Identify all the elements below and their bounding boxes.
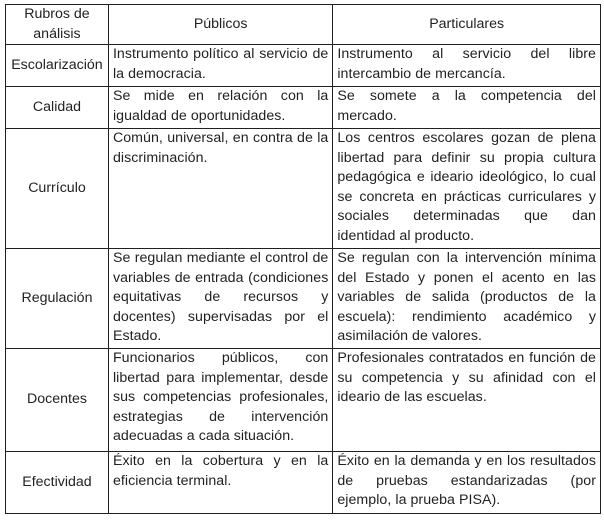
cell-private: Se somete a la competencia del mercado.: [333, 87, 601, 129]
table-row: [6, 45, 601, 87]
cell-private: Instrumento al servicio del libre intercambio de mercancía.: [333, 45, 601, 87]
header-private: Particulares: [333, 5, 601, 45]
cell-public: Se mide en relación con la igualdad de oportunidades.: [108, 87, 332, 129]
row-label-calidad: Calidad: [6, 87, 109, 129]
cell-public: Se regulan mediante el control de variables de entrada (condiciones equitativas de recursos y docentes) supervisadas por el Estado.: [108, 249, 332, 349]
row-label-regulacion: Regulación: [6, 249, 109, 349]
cell-public: Instrumento político al servicio de la democracia.: [108, 45, 332, 87]
table-row: [6, 87, 601, 129]
cell-public: Común, universal, en contra de la discriminación.: [108, 129, 332, 249]
cell-private: Éxito en la demanda y en los resultados de pruebas estandarizadas (por ejemplo, la prueba PISA).: [333, 452, 601, 514]
table-header-row: [6, 5, 601, 45]
row-label-efectividad: Efectividad: [6, 452, 109, 514]
cell-public: Funcionarios públicos, con libertad para implementar, desde sus competencias profesionales, estrategias de intervención adecuadas a cada situación.: [108, 349, 332, 452]
comparison-table: [5, 4, 601, 514]
cell-private: Se regulan con la intervención mínima del Estado y ponen el acento en las variables de salida (productos de la escuela): rendimiento académico y asimilación de valores.: [333, 249, 601, 349]
header-public: Públicos: [108, 5, 332, 45]
header-criteria: Rubros de análisis: [6, 5, 109, 45]
table-row: [6, 249, 601, 349]
cell-private: Los centros escolares gozan de plena libertad para definir su propia cultura pedagógica e ideario ideológico, lo cual se concreta en prácticas curriculares y sociales determinadas que dan identidad al producto.: [333, 129, 601, 249]
row-label-escolarizacion: Escolarización: [6, 45, 109, 87]
table-row: [6, 349, 601, 452]
cell-public: Éxito en la cobertura y en la eficiencia terminal.: [108, 452, 332, 514]
table-row: [6, 452, 601, 514]
row-label-docentes: Docentes: [6, 349, 109, 452]
cell-private: Profesionales contratados en función de su competencia y su afinidad con el ideario de las escuelas.: [333, 349, 601, 452]
row-label-curriculo: Currículo: [6, 129, 109, 249]
table-row: [6, 129, 601, 249]
